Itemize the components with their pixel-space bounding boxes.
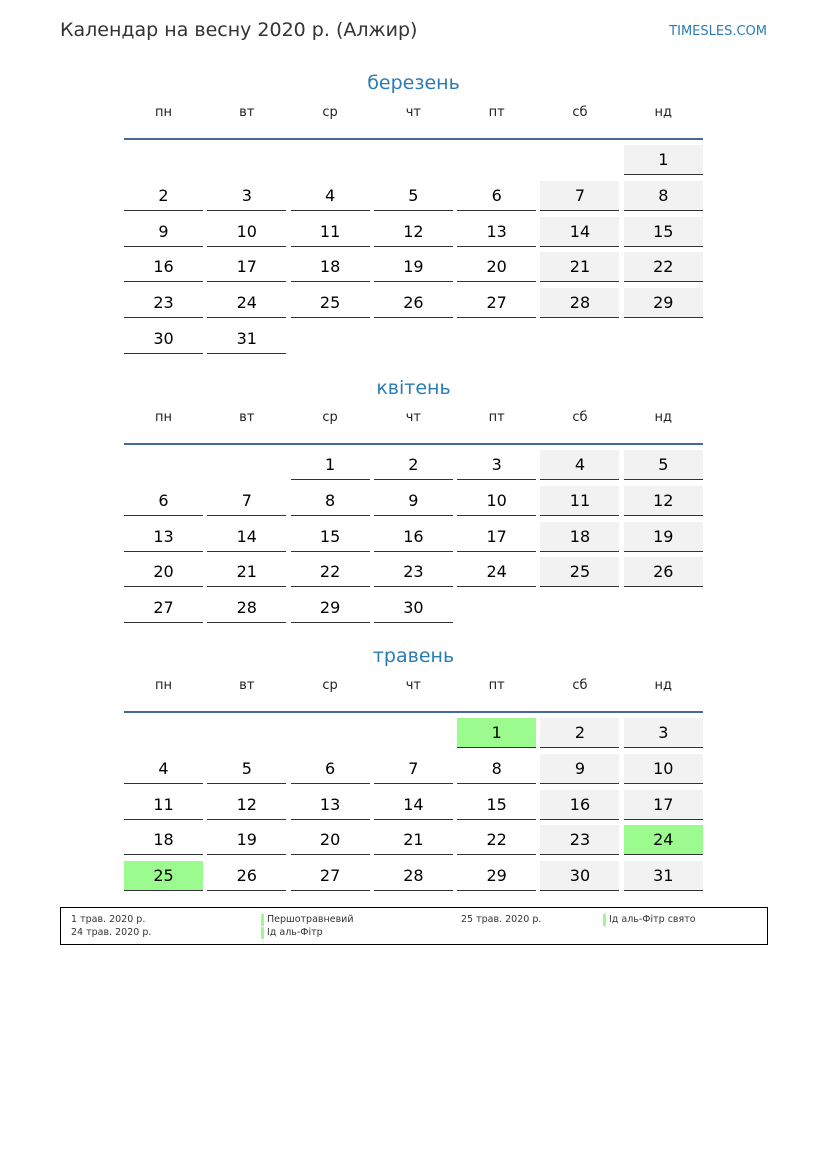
month-title: квітень [376, 377, 451, 399]
day-cell: 24 [207, 288, 286, 318]
day-cell: 7 [207, 486, 286, 516]
day-cell: 18 [540, 522, 619, 552]
legend-date: 1 трав. 2020 р. [71, 914, 146, 925]
day-cell: 7 [374, 754, 453, 784]
weekday-label: пн [155, 105, 172, 120]
empty-cell [124, 718, 203, 748]
weekday-label: чт [405, 105, 422, 120]
day-cell: 22 [457, 825, 536, 855]
day-cell: 14 [540, 217, 619, 247]
weekday-label: пт [488, 678, 505, 693]
weekday-label: ср [322, 678, 338, 693]
day-cell: 13 [291, 790, 370, 820]
day-cell: 2 [374, 450, 453, 480]
day-cell: 27 [291, 861, 370, 891]
day-cell: 6 [457, 181, 536, 211]
day-cell: 26 [374, 288, 453, 318]
weekday-label: чт [405, 678, 422, 693]
month-title: березень [367, 72, 460, 94]
day-cell: 14 [374, 790, 453, 820]
weekday-label: вт [239, 105, 255, 120]
holiday-day-cell: 1 [457, 718, 536, 748]
day-cell: 5 [374, 181, 453, 211]
weekday-label: сб [572, 678, 588, 693]
month-april [124, 373, 703, 629]
day-cell: 3 [207, 181, 286, 211]
day-cell: 20 [124, 557, 203, 587]
weekday-label: чт [405, 410, 422, 425]
weekday-header [124, 407, 703, 445]
empty-cell [291, 718, 370, 748]
month-title: травень [372, 645, 455, 667]
day-cell: 28 [540, 288, 619, 318]
day-cell: 8 [291, 486, 370, 516]
day-cell: 27 [124, 593, 203, 623]
day-cell: 20 [457, 252, 536, 282]
day-cell: 4 [291, 181, 370, 211]
day-cell: 23 [124, 288, 203, 318]
day-cell: 23 [540, 825, 619, 855]
legend-date: 25 трав. 2020 р. [461, 914, 542, 925]
day-cell: 9 [540, 754, 619, 784]
day-cell: 2 [540, 718, 619, 748]
day-cell: 12 [207, 790, 286, 820]
day-cell: 21 [540, 252, 619, 282]
day-cell: 29 [291, 593, 370, 623]
days-grid [124, 718, 703, 897]
day-cell: 23 [374, 557, 453, 587]
weekday-label: нд [654, 678, 673, 693]
day-cell: 24 [457, 557, 536, 587]
day-cell: 28 [207, 593, 286, 623]
day-cell: 6 [124, 486, 203, 516]
month-may [124, 641, 703, 897]
day-cell: 18 [291, 252, 370, 282]
day-cell: 29 [457, 861, 536, 891]
day-cell: 26 [624, 557, 703, 587]
weekday-label: пт [488, 105, 505, 120]
day-cell: 19 [207, 825, 286, 855]
day-cell: 11 [124, 790, 203, 820]
weekday-label: ср [322, 410, 338, 425]
weekday-label: сб [572, 105, 588, 120]
day-cell: 15 [624, 217, 703, 247]
day-cell: 10 [457, 486, 536, 516]
day-cell: 14 [207, 522, 286, 552]
month-march [124, 68, 703, 360]
holiday-day-cell: 25 [124, 861, 203, 891]
day-cell: 22 [291, 557, 370, 587]
weekday-label: нд [654, 410, 673, 425]
day-cell: 22 [624, 252, 703, 282]
day-cell: 17 [624, 790, 703, 820]
day-cell: 12 [624, 486, 703, 516]
day-cell: 7 [540, 181, 619, 211]
day-cell: 30 [124, 324, 203, 354]
weekday-header [124, 102, 703, 140]
day-cell: 30 [374, 593, 453, 623]
empty-cell [291, 145, 370, 175]
empty-cell [207, 145, 286, 175]
empty-cell [207, 718, 286, 748]
day-cell: 19 [624, 522, 703, 552]
day-cell: 27 [457, 288, 536, 318]
weekday-label: нд [654, 105, 673, 120]
day-cell: 3 [624, 718, 703, 748]
day-cell: 29 [624, 288, 703, 318]
day-cell: 8 [457, 754, 536, 784]
day-cell: 16 [540, 790, 619, 820]
legend-holiday-name: Ід аль-Фітр свято [603, 914, 696, 926]
weekday-label: пн [155, 678, 172, 693]
day-cell: 6 [291, 754, 370, 784]
day-cell: 31 [207, 324, 286, 354]
day-cell: 4 [124, 754, 203, 784]
empty-cell [374, 145, 453, 175]
days-grid [124, 145, 703, 360]
weekday-label: пн [155, 410, 172, 425]
day-cell: 1 [291, 450, 370, 480]
day-cell: 3 [457, 450, 536, 480]
day-cell: 11 [291, 217, 370, 247]
weekday-label: ср [322, 105, 338, 120]
day-cell: 16 [124, 252, 203, 282]
day-cell: 21 [374, 825, 453, 855]
day-cell: 12 [374, 217, 453, 247]
day-cell: 25 [540, 557, 619, 587]
empty-cell [207, 450, 286, 480]
day-cell: 19 [374, 252, 453, 282]
day-cell: 1 [624, 145, 703, 175]
day-cell: 5 [624, 450, 703, 480]
empty-cell [124, 450, 203, 480]
day-cell: 25 [291, 288, 370, 318]
empty-cell [124, 145, 203, 175]
empty-cell [540, 145, 619, 175]
day-cell: 18 [124, 825, 203, 855]
weekday-header [124, 675, 703, 713]
weekday-label: вт [239, 678, 255, 693]
day-cell: 8 [624, 181, 703, 211]
days-grid [124, 450, 703, 629]
day-cell: 15 [457, 790, 536, 820]
legend-date: 24 трав. 2020 р. [71, 927, 152, 938]
site-link[interactable]: TIMESLES.COM [669, 24, 767, 39]
day-cell: 4 [540, 450, 619, 480]
page-title: Календар на весну 2020 р. (Алжир) [60, 19, 418, 41]
empty-cell [374, 718, 453, 748]
day-cell: 17 [207, 252, 286, 282]
day-cell: 2 [124, 181, 203, 211]
day-cell: 31 [624, 861, 703, 891]
day-cell: 17 [457, 522, 536, 552]
day-cell: 11 [540, 486, 619, 516]
day-cell: 28 [374, 861, 453, 891]
day-cell: 9 [374, 486, 453, 516]
day-cell: 13 [124, 522, 203, 552]
holiday-legend [60, 907, 768, 945]
day-cell: 20 [291, 825, 370, 855]
day-cell: 30 [540, 861, 619, 891]
holiday-day-cell: 24 [624, 825, 703, 855]
day-cell: 10 [624, 754, 703, 784]
day-cell: 15 [291, 522, 370, 552]
weekday-label: вт [239, 410, 255, 425]
day-cell: 26 [207, 861, 286, 891]
day-cell: 16 [374, 522, 453, 552]
legend-holiday-name: Ід аль-Фітр [261, 927, 323, 939]
weekday-label: пт [488, 410, 505, 425]
day-cell: 13 [457, 217, 536, 247]
empty-cell [457, 145, 536, 175]
legend-holiday-name: Першотравневий [261, 914, 354, 926]
weekday-label: сб [572, 410, 588, 425]
day-cell: 9 [124, 217, 203, 247]
day-cell: 10 [207, 217, 286, 247]
day-cell: 5 [207, 754, 286, 784]
day-cell: 21 [207, 557, 286, 587]
